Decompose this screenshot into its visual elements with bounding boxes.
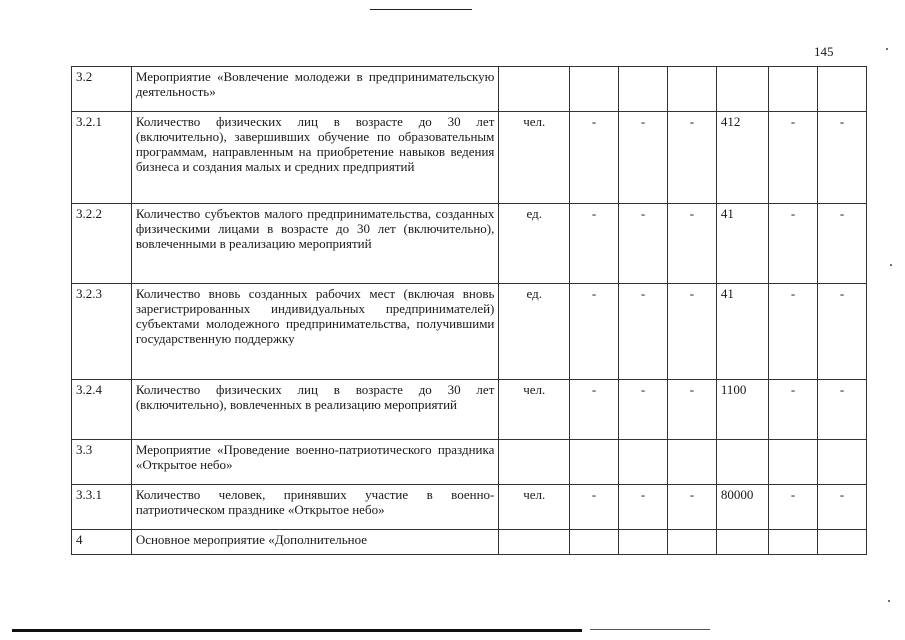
table-row [72,284,867,380]
row-value-2: - [619,284,668,380]
row-value-3: - [667,112,716,204]
row-value-1: - [570,112,619,204]
row-value-5 [769,67,818,112]
row-value-4: 412 [716,112,768,204]
table-row [72,530,867,555]
row-value-1: - [570,380,619,440]
top-rule [370,9,472,10]
row-value-4: 1100 [716,380,768,440]
row-value-2 [619,530,668,555]
table-row [72,440,867,485]
indicators-table [71,66,867,555]
row-value-3: - [667,284,716,380]
row-number: 3.2.2 [72,204,132,284]
row-description: Количество вновь созданных рабочих мест (включая вновь зарегистрированных индивидуальных предпринимателей) субъектами молодежного предпринимательства, получившими государственную поддержку [131,284,499,380]
bottom-rule [12,629,582,632]
row-unit: чел. [499,485,570,530]
page-number: 145 [814,44,834,59]
row-number: 3.3 [72,440,132,485]
row-value-6 [818,530,867,555]
row-value-4: 41 [716,204,768,284]
row-value-2: - [619,112,668,204]
row-value-2: - [619,204,668,284]
row-number: 3.2.3 [72,284,132,380]
row-unit [499,67,570,112]
row-value-1 [570,440,619,485]
row-value-5 [769,440,818,485]
row-value-5: - [769,204,818,284]
row-value-4: 41 [716,284,768,380]
row-value-6 [818,67,867,112]
row-number: 3.2.1 [72,112,132,204]
table-row [72,485,867,530]
row-value-1: - [570,485,619,530]
row-unit: ед. [499,204,570,284]
row-number: 3.3.1 [72,485,132,530]
row-value-6 [818,440,867,485]
row-value-5: - [769,112,818,204]
row-number: 3.2.4 [72,380,132,440]
row-description: Мероприятие «Проведение военно-патриотического праздника «Открытое небо» [131,440,499,485]
row-value-3: - [667,485,716,530]
row-unit: чел. [499,112,570,204]
row-value-2: - [619,485,668,530]
table-row [72,67,867,112]
row-value-3 [667,530,716,555]
row-value-4: 80000 [716,485,768,530]
row-value-6: - [818,284,867,380]
row-description: Количество субъектов малого предпринимательства, созданных физическими лицами в возрасте до 30 лет (включительно), вовлеченными в реализацию мероприятий [131,204,499,284]
scan-speck [890,264,892,266]
row-description: Мероприятие «Вовлечение молодежи в предпринимательскую деятельность» [131,67,499,112]
scan-speck [886,48,888,50]
row-value-6: - [818,485,867,530]
row-value-5: - [769,284,818,380]
row-number: 4 [72,530,132,555]
row-value-1 [570,67,619,112]
row-value-1: - [570,204,619,284]
table-row [72,204,867,284]
row-value-6: - [818,204,867,284]
row-value-3: - [667,204,716,284]
row-unit: ед. [499,284,570,380]
row-value-2 [619,440,668,485]
row-value-2: - [619,380,668,440]
row-value-1: - [570,284,619,380]
row-value-3: - [667,380,716,440]
row-value-5: - [769,380,818,440]
row-value-4 [716,530,768,555]
row-value-4 [716,67,768,112]
row-value-1 [570,530,619,555]
table-row [72,112,867,204]
table-row [72,380,867,440]
scan-speck [888,600,890,602]
row-description: Количество человек, принявших участие в военно-патриотическом празднике «Открытое небо» [131,485,499,530]
row-unit [499,440,570,485]
row-description: Основное мероприятие «Дополнительное [131,530,499,555]
row-value-6: - [818,380,867,440]
row-value-3 [667,440,716,485]
row-unit: чел. [499,380,570,440]
row-number: 3.2 [72,67,132,112]
row-value-2 [619,67,668,112]
row-value-6: - [818,112,867,204]
row-value-3 [667,67,716,112]
bottom-rule-thin [590,629,710,630]
row-value-4 [716,440,768,485]
row-value-5 [769,530,818,555]
row-description: Количество физических лиц в возрасте до 30 лет (включительно), завершивших обучение по образовательным программам, направленным на приобретение навыков ведения бизнеса и создания малых и средних предприятий [131,112,499,204]
row-description: Количество физических лиц в возрасте до 30 лет (включительно), вовлеченных в реализацию мероприятий [131,380,499,440]
row-unit [499,530,570,555]
row-value-5: - [769,485,818,530]
